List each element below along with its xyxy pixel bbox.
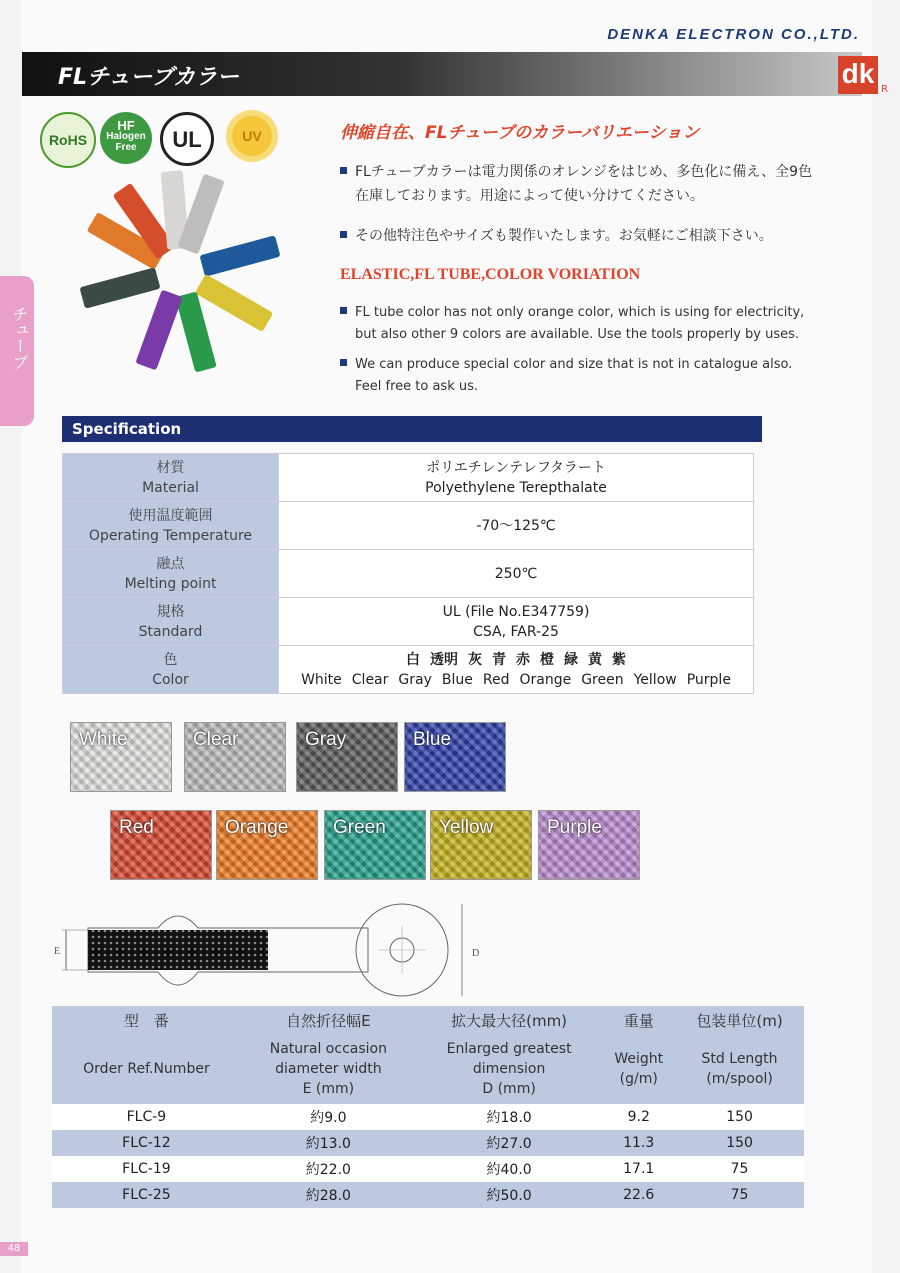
swatch-orange bbox=[216, 810, 318, 880]
spec-value-line2: Polyethylene Terepthalate bbox=[425, 479, 607, 496]
tube-color-wheel-image bbox=[60, 172, 300, 382]
order-header-line: Order Ref.Number bbox=[83, 1061, 210, 1077]
spec-row-temperature bbox=[63, 502, 754, 550]
spec-value bbox=[279, 646, 754, 694]
order-cell: 約50.0 bbox=[416, 1182, 602, 1208]
spec-key bbox=[63, 550, 279, 598]
spec-key bbox=[63, 454, 279, 502]
color-name-en: Orange bbox=[519, 671, 572, 688]
order-body bbox=[52, 1104, 804, 1208]
spec-key-en: Melting point bbox=[124, 575, 217, 592]
swatch-label: Blue bbox=[413, 729, 452, 750]
order-cell: 150 bbox=[675, 1104, 804, 1130]
spec-key-jp: 融点 bbox=[156, 555, 185, 572]
order-header-line: E (mm) bbox=[302, 1081, 355, 1097]
spec-row-color bbox=[63, 646, 754, 694]
en-bullet-1-line1: FL tube color has not only orange color, which is using for electricity, bbox=[355, 305, 805, 320]
order-header-line: Std Length bbox=[701, 1051, 778, 1067]
spec-value bbox=[279, 454, 754, 502]
tube-image bbox=[135, 290, 182, 371]
color-name-jp: 紫 bbox=[612, 651, 626, 668]
order-cell: 約9.0 bbox=[241, 1104, 416, 1130]
swatch-label: Green bbox=[333, 817, 386, 838]
swatch-label: Yellow bbox=[439, 817, 494, 838]
order-cell: 150 bbox=[675, 1130, 804, 1156]
swatch-yellow bbox=[430, 810, 532, 880]
spec-value: -70～125℃ bbox=[279, 502, 754, 550]
order-header-line: Weight bbox=[614, 1051, 664, 1067]
dimension-diagram bbox=[48, 898, 508, 1006]
order-row bbox=[52, 1130, 804, 1156]
uv-icon bbox=[222, 106, 282, 166]
color-name-en: White bbox=[301, 671, 342, 688]
side-tab bbox=[0, 276, 34, 426]
order-cell: 9.2 bbox=[602, 1104, 675, 1130]
color-name-en: Red bbox=[482, 671, 510, 688]
order-cell: 約18.0 bbox=[416, 1104, 602, 1130]
d-dimension-label: D bbox=[472, 948, 480, 959]
page-title: FLチューブカラー bbox=[58, 65, 240, 90]
en-bullet-1-line2: but also other 9 colors are available. Use the tools properly by uses. bbox=[355, 327, 800, 342]
swatch-label: Gray bbox=[305, 729, 347, 750]
order-cell: 11.3 bbox=[602, 1130, 675, 1156]
jp-bullet-2-text: その他特注色やサイズも製作いたします。お気軽にご相談下さい。 bbox=[355, 228, 773, 244]
uv-label: UV bbox=[242, 128, 262, 144]
spec-key bbox=[63, 646, 279, 694]
page-number: 48 bbox=[0, 1242, 28, 1256]
spec-key-en: Operating Temperature bbox=[88, 527, 253, 544]
color-name-jp: 青 bbox=[492, 651, 506, 668]
spec-key-jp: 規格 bbox=[156, 603, 185, 620]
dk-logo: dk bbox=[838, 56, 878, 94]
color-list-jp bbox=[279, 650, 753, 670]
rohs-icon: RoHS bbox=[40, 112, 96, 168]
swatch-label: Orange bbox=[225, 817, 289, 838]
color-name-jp: 白 bbox=[406, 651, 420, 668]
order-header-jp bbox=[52, 1006, 804, 1034]
spec-value-line2: CSA, FAR-25 bbox=[473, 623, 559, 640]
swatch-clear bbox=[184, 722, 286, 792]
company-name: DENKA ELECTRON CO.,LTD. bbox=[607, 26, 860, 43]
order-header-line: D (mm) bbox=[482, 1081, 536, 1097]
en-bullet-2-line1: We can produce special color and size that is not in catalogue also. bbox=[355, 357, 793, 372]
color-name-jp: 赤 bbox=[516, 651, 530, 668]
order-header-cell: 包装単位(m) bbox=[675, 1006, 804, 1034]
order-header-cell bbox=[241, 1034, 416, 1104]
spec-key-jp: 使用温度範囲 bbox=[128, 507, 213, 524]
spec-value-line1: UL (File No.E347759) bbox=[442, 603, 590, 620]
en-bullet-1 bbox=[340, 302, 804, 346]
order-header-cell: 自然折径幅E bbox=[241, 1006, 416, 1034]
spec-row-standard bbox=[63, 598, 754, 646]
spec-row-melting-point bbox=[63, 550, 754, 598]
color-name-en: Blue bbox=[441, 671, 473, 688]
order-cell: 17.1 bbox=[602, 1156, 675, 1182]
spec-key bbox=[63, 502, 279, 550]
order-cell: FLC-25 bbox=[52, 1182, 241, 1208]
en-bullet-2 bbox=[340, 354, 792, 398]
order-header-line: (g/m) bbox=[619, 1071, 658, 1087]
spec-key-en: Material bbox=[142, 479, 199, 496]
order-header-cell bbox=[675, 1034, 804, 1104]
order-cell: FLC-19 bbox=[52, 1156, 241, 1182]
bullet-square-icon bbox=[340, 231, 347, 238]
order-header-line: diameter width bbox=[275, 1061, 382, 1077]
swatch-label: White bbox=[79, 729, 128, 750]
swatch-label: Purple bbox=[547, 817, 602, 838]
registered-mark: R bbox=[881, 84, 888, 95]
hf-label: HF bbox=[117, 118, 135, 133]
specification-header: Specification bbox=[62, 416, 762, 442]
order-row bbox=[52, 1156, 804, 1182]
order-header-line: dimension bbox=[472, 1061, 546, 1077]
order-cell: FLC-9 bbox=[52, 1104, 241, 1130]
swatch-label: Red bbox=[119, 817, 154, 838]
swatch-white bbox=[70, 722, 172, 792]
order-header-line: Natural occasion bbox=[269, 1041, 387, 1057]
color-name-en: Yellow bbox=[633, 671, 677, 688]
order-header-cell bbox=[52, 1034, 241, 1104]
order-cell: 約22.0 bbox=[241, 1156, 416, 1182]
order-row bbox=[52, 1104, 804, 1130]
color-name-jp: 橙 bbox=[540, 651, 554, 668]
swatch-red bbox=[110, 810, 212, 880]
color-name-en: Purple bbox=[686, 671, 731, 688]
order-header-cell bbox=[602, 1034, 675, 1104]
order-cell: 約27.0 bbox=[416, 1130, 602, 1156]
jp-bullet-2 bbox=[340, 224, 773, 248]
swatch-label: Clear bbox=[193, 729, 239, 750]
swatch-green bbox=[324, 810, 426, 880]
order-cell: 約40.0 bbox=[416, 1156, 602, 1182]
order-header-cell: 拡大最大径(mm) bbox=[416, 1006, 602, 1034]
order-header-en bbox=[52, 1034, 804, 1104]
order-header-cell: 重量 bbox=[602, 1006, 675, 1034]
swatch-gray bbox=[296, 722, 398, 792]
e-dimension-label: E bbox=[54, 946, 61, 957]
order-cell: 75 bbox=[675, 1156, 804, 1182]
spec-key-jp: 色 bbox=[163, 651, 178, 668]
order-header-line: Enlarged greatest bbox=[446, 1041, 572, 1057]
order-header-cell bbox=[416, 1034, 602, 1104]
jp-bullet-1-line2: 在庫しております。用途によって使い分けてください。 bbox=[355, 188, 704, 204]
tube-image bbox=[194, 274, 273, 332]
color-list-en bbox=[279, 670, 753, 690]
spec-value-line1: ポリエチレンテレフタラート bbox=[426, 459, 606, 476]
spec-key-en: Standard bbox=[138, 623, 203, 640]
order-cell: 75 bbox=[675, 1182, 804, 1208]
spec-key-en: Color bbox=[152, 671, 189, 688]
spec-row-material bbox=[63, 454, 754, 502]
jp-bullet-1 bbox=[340, 160, 812, 208]
title-bar bbox=[22, 52, 862, 96]
jp-heading: 伸縮自在、FLチューブのカラーバリエーション bbox=[340, 123, 700, 143]
order-cell: 約28.0 bbox=[241, 1182, 416, 1208]
mesh-sleeve bbox=[88, 930, 268, 970]
color-name-en: Green bbox=[581, 671, 624, 688]
order-header-line: (m/spool) bbox=[706, 1071, 773, 1087]
swatch-purple bbox=[538, 810, 640, 880]
jp-bullet-1-line1: FLチューブカラーは電力関係のオレンジをはじめ、多色化に備え、全9色 bbox=[355, 164, 813, 180]
order-cell: FLC-12 bbox=[52, 1130, 241, 1156]
hf-line1: Halogen bbox=[106, 131, 146, 142]
color-name-jp: 透明 bbox=[430, 651, 458, 668]
tube-image bbox=[175, 291, 216, 372]
tube-image bbox=[199, 235, 280, 276]
en-heading: ELASTIC,FL TUBE,COLOR VORIATION bbox=[340, 266, 641, 283]
spec-key-jp: 材質 bbox=[156, 459, 185, 476]
bullet-square-icon bbox=[340, 359, 347, 366]
order-cell: 約13.0 bbox=[241, 1130, 416, 1156]
order-header-cell: 型 番 bbox=[52, 1006, 241, 1034]
bullet-square-icon bbox=[340, 167, 347, 174]
halogen-free-icon bbox=[100, 112, 152, 164]
tube-image bbox=[80, 267, 161, 308]
swatch-blue bbox=[404, 722, 506, 792]
order-table bbox=[52, 1006, 804, 1208]
specification-table bbox=[62, 453, 754, 694]
color-name-jp: 緑 bbox=[564, 651, 578, 668]
en-bullet-2-line2: Feel free to ask us. bbox=[355, 379, 478, 394]
hf-line2: Free bbox=[115, 142, 137, 153]
ul-icon: UL bbox=[160, 112, 214, 166]
spec-value: 250℃ bbox=[279, 550, 754, 598]
spec-value bbox=[279, 598, 754, 646]
order-cell: 22.6 bbox=[602, 1182, 675, 1208]
order-row bbox=[52, 1182, 804, 1208]
color-name-jp: 灰 bbox=[468, 651, 482, 668]
color-name-jp: 黄 bbox=[588, 651, 602, 668]
color-name-en: Clear bbox=[351, 671, 389, 688]
side-tab-label: チューブ bbox=[10, 306, 29, 370]
color-name-en: Gray bbox=[398, 671, 432, 688]
bullet-square-icon bbox=[340, 307, 347, 314]
spec-key bbox=[63, 598, 279, 646]
